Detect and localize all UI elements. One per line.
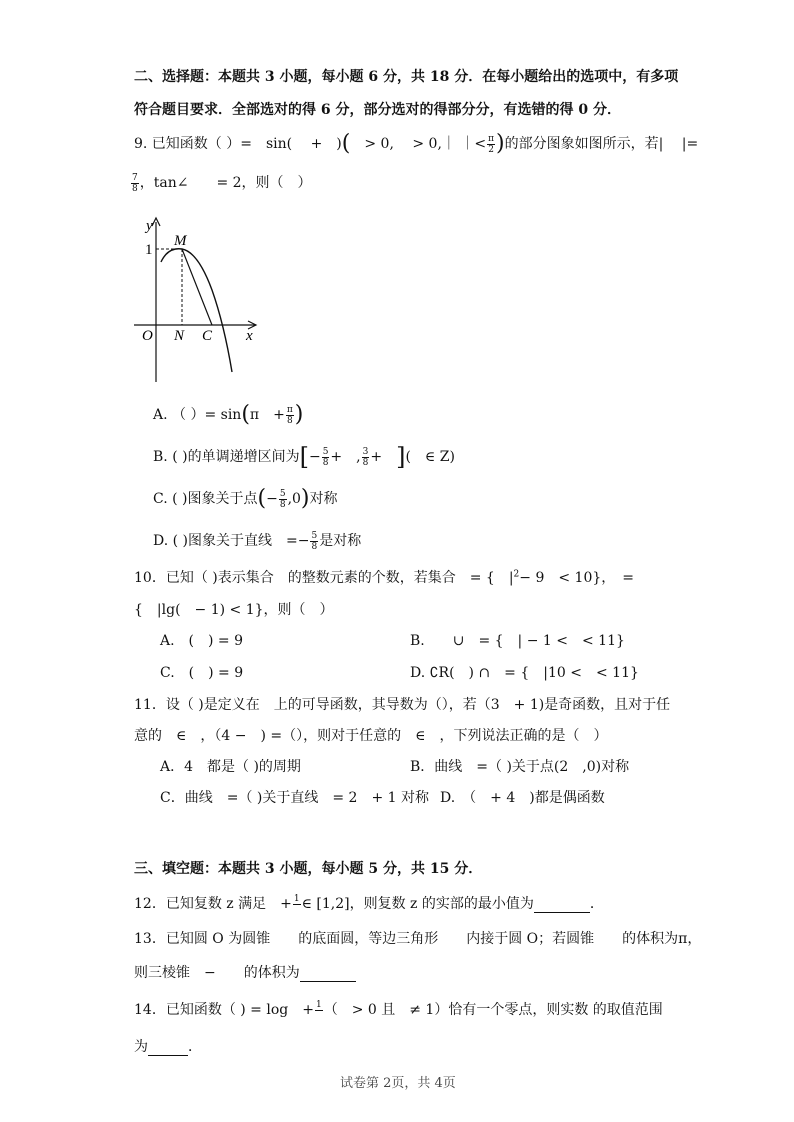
q11-stem-line2: 意的 ∈ ，（4 − ) =（），则对于任意的 ∈ ，下列说法正确的是（ ） <box>134 728 608 744</box>
page-footer: 试卷第 2页，共 4页 <box>340 1076 456 1091</box>
q9-option-a[interactable]: A. （ ）= sin(π + $\frac{\pi}{8}$ ) <box>153 402 304 427</box>
section2-heading-line1: 二、选择题：本题共 3 小题，每小题 6 分，共 18 分．在每小题给出的选项中，有多项 <box>134 69 679 85</box>
q12-stem: 12．已知复数 z 满足 + 1 ∈ [1,2]，则复数 z 的实部的最小值为 ． <box>134 893 604 915</box>
q11-option-b[interactable]: B．曲线 =（ )关于点(2 ,0)对称 <box>410 759 630 775</box>
q13-stem-line2: 则三棱锥 − 的体积为 <box>134 962 356 982</box>
q10-option-c[interactable]: C. ( ) = 9 <box>160 665 244 681</box>
fraction: $\frac{7}{8}$ <box>132 172 138 194</box>
q11-option-a[interactable]: A．4 都是（ )的周期 <box>160 759 301 775</box>
fraction: $\frac{5}{8}$ <box>311 530 318 552</box>
fraction: $\frac{3}{8}$ <box>362 446 369 468</box>
q14-stem-line1: 14．已知函数（ ) = log + 1 （ > 0 且 ≠ 1）恰有一个零点，则实数 的取值范围 <box>134 999 663 1021</box>
point-label-M: M <box>174 233 187 249</box>
fraction: $\frac{\pi}{8}$ <box>286 404 293 426</box>
q9-option-c[interactable]: C. ( )图象关于点(− $\frac{5}{8}$ ,0)对称 <box>153 486 338 511</box>
answer-blank[interactable] <box>534 896 590 913</box>
section2-heading-line2: 符合题目要求．全部选对的得 6 分，部分选对的得部分分，有选错的得 0 分． <box>134 102 621 118</box>
q10-option-b[interactable]: B. ∪ = { | − 1 < < 11} <box>410 633 625 649</box>
q9-stem-line2: $\frac{7}{8}$ ，tan∠ = 2，则（ ） <box>132 172 312 194</box>
q10-stem-line1: 10．已知（ )表示集合 的整数元素的个数，若集合 = { $|^2- 9$ < 10}， = <box>134 569 634 586</box>
q9-option-b[interactable]: B. ( )的单调递增区间为[− $\frac{5}{8}$ + , $\frac{3}{8}$ + ]( ∈ Z) <box>153 443 455 471</box>
point-label-C: C <box>202 328 213 344</box>
q10-stem-line2: { |lg( − 1) < 1}，则（ ） <box>134 602 334 618</box>
point-label-O: O <box>142 328 153 344</box>
tick-label-1: 1 <box>145 242 153 258</box>
section3-heading: 三、填空题：本题共 3 小题，每小题 5 分，共 15 分． <box>134 861 483 877</box>
x-label: x <box>246 328 253 344</box>
q11-option-d[interactable]: D. （ + 4 )都是偶函数 <box>440 790 605 806</box>
sine-curve <box>161 249 232 372</box>
q9-option-d[interactable]: D. ( )图象关于直线 =− $\frac{5}{8}$ 是对称 <box>153 530 362 552</box>
fraction: 1 <box>293 893 300 904</box>
q14-stem-line2: 为 ． <box>134 1039 202 1055</box>
q9-stem-line1: 9. 已知函数（ ）= sin( + )( > 0, > 0,｜ ｜< $\frac{\pi}{2}$ )的部分图象如图所示，若| |= <box>134 131 699 156</box>
y-label: y <box>146 218 153 234</box>
q11-option-c[interactable]: C．曲线 =（ )关于直线 = 2 + 1 对称 <box>160 790 429 806</box>
q10-option-d[interactable]: D. ∁R( ) ∩ = { |10 < < 11} <box>410 665 639 681</box>
q13-stem-line1: 13．已知圆 O 为圆锥 的底面圆，等边三角形 内接于圆 O；若圆锥 的体积为π， <box>134 931 702 947</box>
q9-function-graph <box>128 212 268 388</box>
point-label-N: N <box>174 328 185 344</box>
answer-blank[interactable] <box>148 1039 188 1056</box>
q11-stem-line1: 11．设（ )是定义在 上的可导函数，其导数为（），若（3 + 1)是奇函数，且对于任 <box>134 697 671 713</box>
fraction: $\frac{\pi}{2}$ <box>488 133 495 155</box>
fraction: $\frac{5}{8}$ <box>322 446 329 468</box>
fraction: $\frac{5}{8}$ <box>279 488 286 510</box>
answer-blank[interactable] <box>300 965 356 982</box>
fraction: 1 <box>315 999 322 1010</box>
q10-option-a[interactable]: A. ( ) = 9 <box>160 633 244 649</box>
